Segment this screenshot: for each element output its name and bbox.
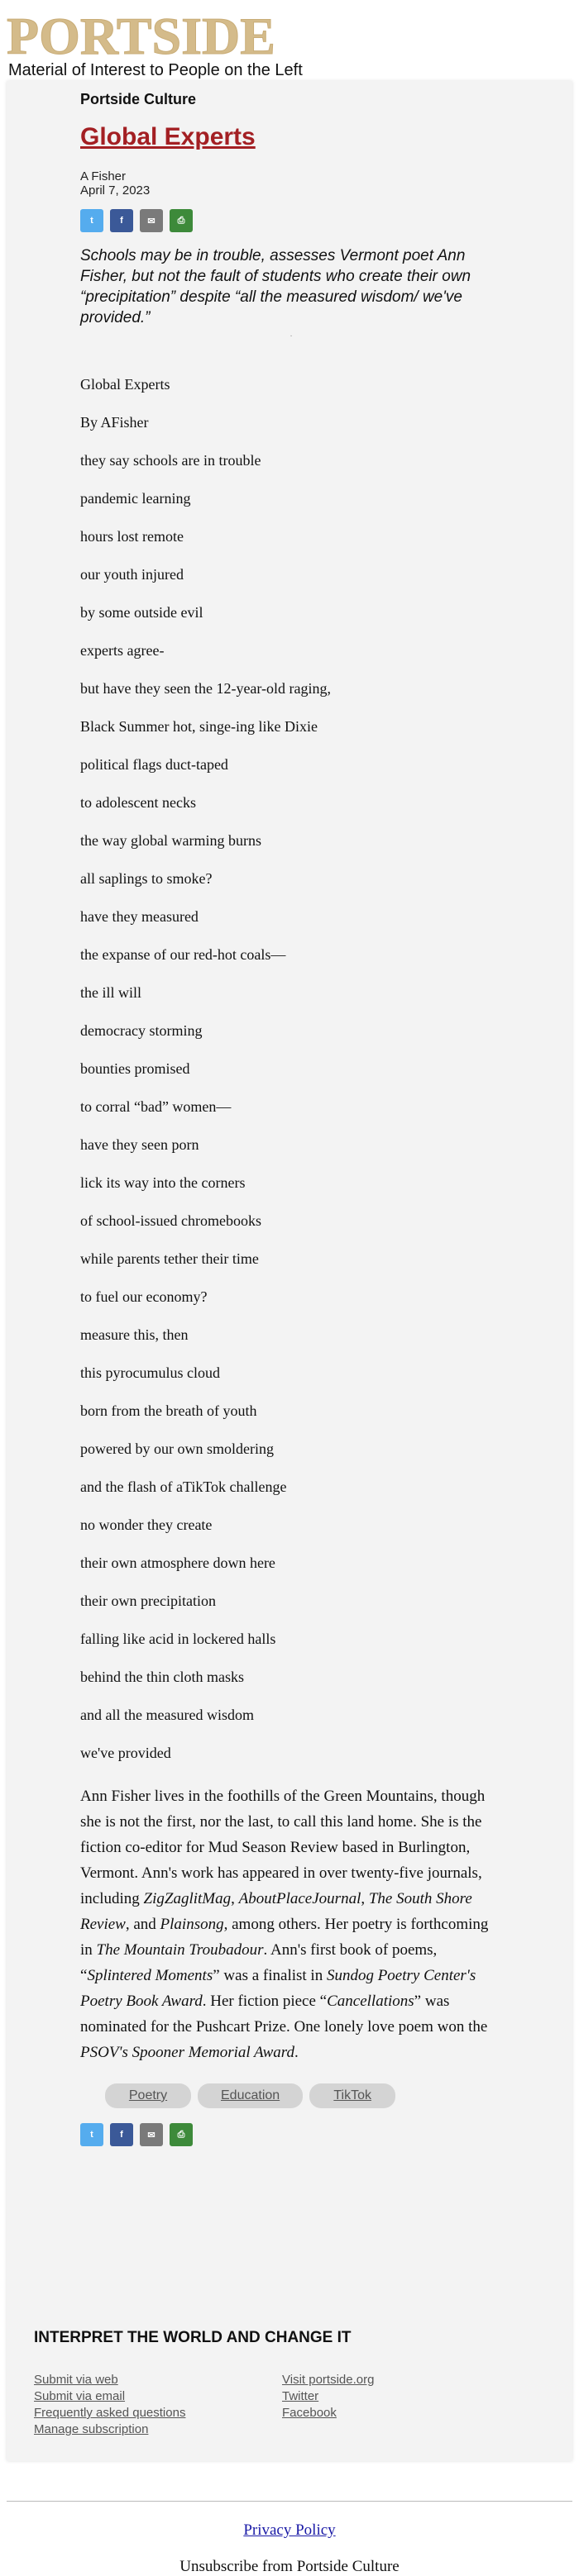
footer-links (34, 2372, 530, 2438)
poem-line: this pyrocumulus cloud (80, 1364, 220, 1381)
section-label: Portside Culture (80, 91, 197, 107)
print-icon: ⎙ (177, 2129, 185, 2140)
article-content (7, 81, 503, 2146)
poem-line: pandemic learning (80, 490, 191, 507)
poem-line: experts agree- (80, 642, 165, 659)
submit-web-link[interactable]: Submit via web (34, 2373, 118, 2387)
share-bar-top (80, 209, 503, 232)
poem-line: their own precipitation (80, 1593, 216, 1609)
poem-line: democracy storming (80, 1022, 203, 1039)
tagline: Material of Interest to People on the Left (8, 61, 303, 79)
bio-text: . Her fiction piece “ (202, 1993, 328, 2010)
poem-line: while parents tether their time (80, 1250, 259, 1267)
privacy-policy-link[interactable]: Privacy Policy (243, 2521, 336, 2539)
story-title: Cancellations (327, 1993, 414, 2010)
print-button[interactable] (170, 2123, 193, 2146)
award-name: Sundog Poetry Center's Poetry Book Award (80, 1967, 476, 2010)
facebook-link[interactable]: Facebook (282, 2406, 337, 2420)
bio-text: , and (125, 1916, 160, 1933)
poem-line: they say schools are in trouble (80, 452, 261, 469)
facebook-share-button[interactable] (110, 2123, 133, 2146)
twitter-link[interactable]: Twitter (282, 2389, 319, 2403)
bio-text: , (231, 1890, 239, 1907)
share-bar-bottom (80, 2123, 503, 2146)
bio-text: , among others. Her poetry is forthcoming in (80, 1916, 489, 1959)
poem-line: we've provided (80, 1745, 171, 1761)
poem-line: Global Experts (80, 376, 170, 393)
poem-line: and the flash of aTikTok challenge (80, 1478, 287, 1495)
visit-portside-link[interactable]: Visit portside.org (282, 2373, 375, 2387)
poem-line: hours lost remote (80, 528, 184, 545)
journal-name: The South Shore Review (80, 1890, 472, 1933)
email-icon: ✉ (147, 2130, 156, 2140)
twitter-share-button[interactable] (80, 209, 103, 232)
bio-text: ” was nominated for the Pushcart Prize. One lonely love poem won the (80, 1993, 488, 2036)
journal-name: The Mountain Troubadour (96, 1941, 264, 1959)
facebook-icon: f (120, 2130, 123, 2140)
poem-line: the way global warming burns (80, 832, 261, 849)
journal-name: AboutPlaceJournal (238, 1890, 361, 1907)
book-title: Splintered Moments (87, 1967, 213, 1984)
tag-education[interactable]: Education (198, 2083, 303, 2108)
unsubscribe-text[interactable]: Unsubscribe from Portside Culture (179, 2558, 400, 2575)
twitter-icon: t (90, 216, 93, 226)
bio-text: . (294, 2044, 299, 2061)
print-button[interactable] (170, 209, 193, 232)
poem-line: of school-issued chromebooks (80, 1212, 261, 1229)
poem-line: lick its way into the corners (80, 1174, 246, 1191)
email-icon: ✉ (147, 216, 156, 226)
manage-subscription-link[interactable]: Manage subscription (34, 2422, 149, 2436)
poem-line: Black Summer hot, singe-ing like Dixie (80, 718, 318, 735)
divider (7, 2501, 572, 2502)
poem-line: falling like acid in lockered halls (80, 1631, 276, 1647)
poem-line: have they seen porn (80, 1136, 199, 1153)
article-title-link[interactable]: Global Experts (80, 123, 256, 150)
footer-links-left (34, 2372, 282, 2438)
poem-line: political flags duct-taped (80, 756, 228, 773)
poem-line: the expanse of our red-hot coals— (80, 946, 286, 963)
poem-line: behind the thin cloth masks (80, 1669, 244, 1685)
facebook-share-button[interactable] (110, 209, 133, 232)
poem-line: By AFisher (80, 414, 149, 431)
footer-links-right (282, 2372, 530, 2438)
poem-line: their own atmosphere down here (80, 1555, 275, 1571)
poem-line: powered by our own smoldering (80, 1440, 274, 1457)
masthead (0, 0, 579, 79)
poem-line: the ill will (80, 984, 141, 1001)
poem-line: born from the breath of youth (80, 1402, 257, 1419)
bio-text: , (361, 1890, 369, 1907)
bio-text: ” was a finalist in (213, 1967, 327, 1984)
email-share-button[interactable] (140, 2123, 163, 2146)
bio-text: Ann Fisher lives in the foothills of the Green Mountains, though she is not the first, nor the last, to call this land home. She is the fiction co-editor for Mud Season Review based in Burlington, Vermont. Ann's work has appeared in over twenty-five journals, including (80, 1788, 486, 1907)
author-bio (80, 1783, 502, 2065)
poem-line: bounties promised (80, 1060, 190, 1077)
poem-line: but have they seen the 12-year-old raging, (80, 680, 332, 697)
footer-section (7, 2329, 572, 2478)
award-name: PSOV's Spooner Memorial Award (80, 2044, 294, 2061)
tag-list (80, 2083, 503, 2108)
faq-link[interactable]: Frequently asked questions (34, 2406, 186, 2420)
poem-line: to fuel our economy? (80, 1288, 208, 1305)
poem-line: measure this, then (80, 1326, 189, 1343)
poem-line: all saplings to smoke? (80, 870, 213, 887)
byline (80, 169, 503, 198)
poem-line: no wonder they create (80, 1517, 213, 1533)
twitter-icon: t (90, 2130, 93, 2140)
tag-tiktok[interactable]: TikTok (309, 2083, 395, 2108)
publish-date: April 7, 2023 (80, 183, 151, 198)
article-summary: Schools may be in trouble, assesses Vermont poet Ann Fisher, but not the fault of students who create their own “precipitation” despite “all the measured wisdom/ we've provided.” (80, 247, 471, 326)
footer-heading: INTERPRET THE WORLD AND CHANGE IT (34, 2329, 352, 2346)
poem-line: our youth injured (80, 566, 184, 583)
bio-text: . Ann's first book of poems, “ (80, 1941, 438, 1984)
print-icon: ⎙ (177, 215, 185, 226)
journal-name: Plainsong (160, 1916, 224, 1933)
facebook-icon: f (120, 216, 123, 226)
portside-logo[interactable]: PORTSIDE (7, 7, 275, 65)
tag-poetry[interactable]: Poetry (105, 2083, 191, 2108)
separator-dot: . (290, 330, 293, 339)
poem-line: to corral “bad” women— (80, 1098, 232, 1115)
poem-line: by some outside evil (80, 604, 203, 621)
poem-body (80, 375, 503, 1782)
twitter-share-button[interactable] (80, 2123, 103, 2146)
poem-line: and all the measured wisdom (80, 1707, 254, 1723)
submit-email-link[interactable]: Submit via email (34, 2389, 126, 2403)
poem-line: to adolescent necks (80, 794, 196, 811)
email-share-button[interactable] (140, 209, 163, 232)
poem-line: have they measured (80, 908, 199, 925)
journal-name: ZigZaglitMag (143, 1890, 232, 1907)
article-card (7, 81, 572, 2461)
author-name: A Fisher (80, 169, 127, 183)
